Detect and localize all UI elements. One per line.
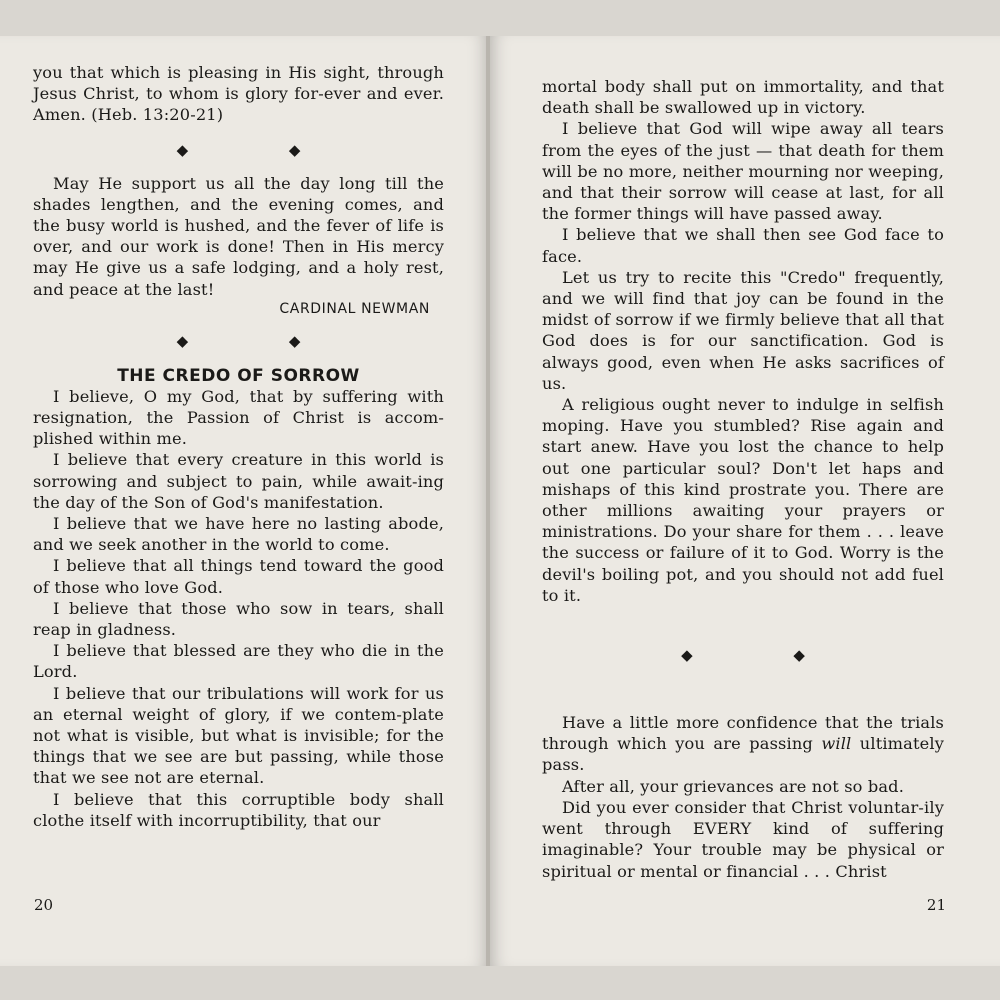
credo-paragraph: I believe that we have here no lasting abode, and we seek another in the world to come. [33, 514, 444, 555]
body-paragraph: I believe that we shall then see God face to face. [542, 225, 944, 266]
book-spread [0, 36, 1000, 966]
credo-paragraph: I believe that every creature in this world is sorrowing and subject to pain, while await-ing the day of the Son of God's manifestation. [33, 450, 444, 512]
credo-paragraph: I believe, O my God, that by suffering with resignation, the Passion of Christ is accom-plished within me. [33, 386, 444, 449]
body-paragraph: Did you ever consider that Christ voluntar-ily went through EVERY kind of suffering imaginable? Your trouble may be physical or spiritual or mental or financial . . . Christ [542, 797, 944, 881]
credo-paragraph: I believe that this corruptible body shall clothe itself with incorruptibility, that our [33, 789, 444, 830]
body-paragraph: I believe that God will wipe away all tears from the eyes of the just — that death for them will be no more, neither mourning nor weeping, and that their sorrow will cease at last, for all the former things will have passed away. [542, 119, 944, 224]
body-paragraph: A religious ought never to indulge in selfish moping. Have you stumbled? Rise again and start anew. Have you lost the chance to help out one particular soul? Don't let haps and mishaps of this kind prostrate you. There are other millions awaiting your prayers or ministrations. Do your share for them . . . leave the success or failure of it to God. Worry is the devil's boiling pot, and you should not add fuel to it. [542, 395, 944, 605]
body-paragraph: Let us try to recite this "Credo" frequently, and we will find that joy can be found in the midst of sorrow if we firmly believe that all that God does is for our sanctification. God is always good, even when He asks sacrifices of us. [542, 267, 944, 393]
prayer-attribution: CARDINAL NEWMAN [279, 300, 430, 317]
credo-paragraph: I believe that those who sow in tears, shall reap in gladness. [33, 598, 444, 640]
diamond-separator: ◆ ◆ [176, 140, 349, 159]
right-page [490, 36, 1000, 966]
scripture-ending: you that which is pleasing in His sight, through Jesus Christ, to whom is glory for-ever and ever. Amen. (Heb. 13:20-21) [33, 63, 444, 125]
body-paragraph: After all, your grievances are not so bad. [562, 776, 904, 796]
left-page [0, 36, 488, 966]
page-number: 21 [926, 896, 946, 914]
diamond-separator: ◆ ◆ [176, 331, 349, 350]
section-heading: THE CREDO OF SORROW [117, 365, 360, 386]
credo-paragraph: I believe that our tribulations will work for us an eternal weight of glory, if we contem-plate not what is visible, but what is invisible; for the things that we see are but passing, while those that we see not are eternal. [33, 683, 444, 788]
confidence-text-end: ultimately pass. [542, 734, 944, 775]
newman-prayer: May He support us all the day long till the shades lengthen, and the evening comes, and the busy world is hushed, and the fever of life is over, and our work is done! Then in His mercy may He give us a safe lodging, and a holy rest, and peace at the last! [33, 173, 444, 299]
page-number: 20 [34, 896, 54, 914]
diamond-separator: ◆ ◆ [681, 646, 853, 665]
credo-paragraph: I believe that all things tend toward the good of those who love God. [33, 556, 444, 597]
credo-paragraph: I believe that blessed are they who die in the Lord. [33, 641, 444, 682]
confidence-paragraph [542, 712, 944, 776]
confidence-text: Have a little more confidence that the trials through which you are passing [542, 713, 944, 754]
body-paragraph: mortal body shall put on immortality, and that death shall be swallowed up in victory. [542, 77, 944, 118]
emphasis-will: will [821, 734, 852, 754]
